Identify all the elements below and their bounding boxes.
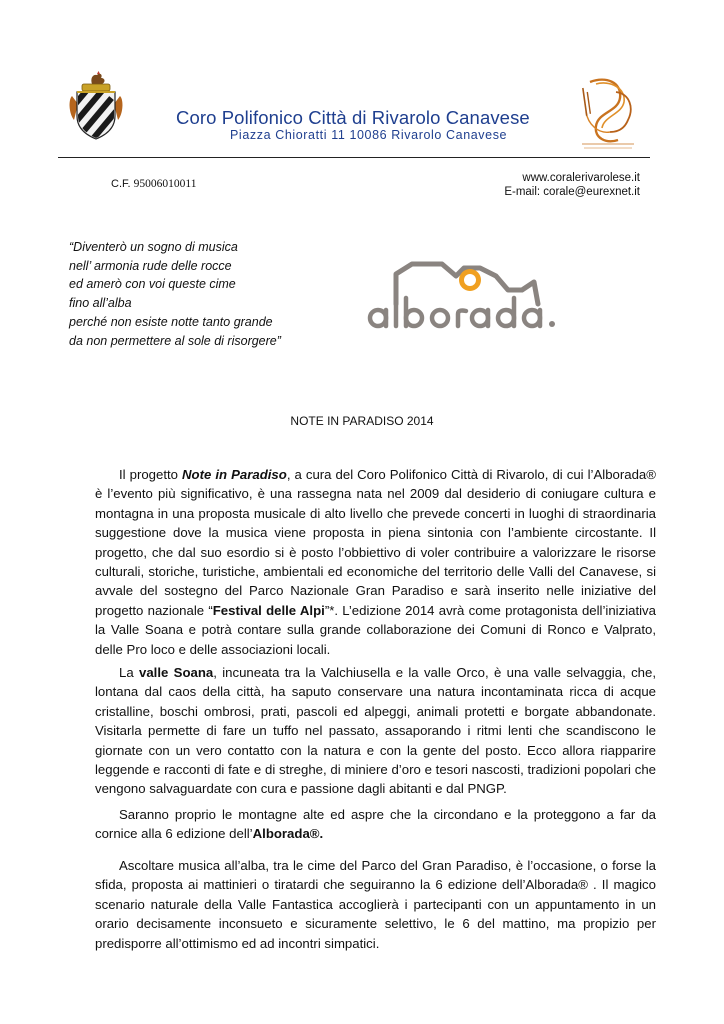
text-run: Ascoltare musica all’alba, tra le cime del Parco del Gran Paradiso, è l’occasione, o forse la sfida, proposta ai mattinieri o tiratardi che seguiranno la 6 edizione dell’Alborada® . Il magico scenario naturale della Valle Fantastica accoglierà i partecipanti con un appuntamento in un orario decisamente inconsueto e sicuramente selettivo, le 6 del mattino, ma propizio per predisporre all’ottimismo ed ad incontri simpatici. — [95, 858, 656, 951]
paragraph-dawn-music — [95, 856, 656, 953]
poem-line: “Diventerò un sogno di musica — [69, 240, 238, 254]
text-run: Saranno proprio le montagne alte ed aspre che la circondano e la proteggono a far da cornice alla 6 edizione dell’ — [95, 807, 656, 842]
paragraph-project — [95, 465, 656, 659]
tax-code-number: 95006010011 — [133, 178, 197, 190]
text-run: Il progetto — [119, 467, 183, 482]
choir-emblem-logo — [576, 72, 640, 152]
tax-code-label: C.F. — [111, 178, 131, 190]
poem-line: ed amerò con voi queste cime — [69, 277, 236, 292]
poem-line: da non permettere al sole di risorgere” — [69, 333, 281, 348]
contact-block — [504, 171, 640, 199]
email-link[interactable]: E-mail: corale@eurexnet.it — [504, 186, 640, 198]
text-run: La — [119, 665, 139, 680]
organization-address: Piazza Chioratti 11 10086 Rivarolo Canavese — [230, 128, 508, 142]
festival-name: Festival delle Alpi — [212, 602, 325, 618]
event-name: Alborada®. — [252, 826, 324, 842]
text-run: , a cura del Coro Polifonico Città di Rivarolo, di cui l’Alborada® è l’evento più significativo, è una rassegna nata nel 2009 dal desiderio di coniugare cultura e montagna in una proposta musicale di alto livello che prevede concerti in luoghi di straordinaria suggestione dove la musica viene proposta in piena sintonia con l’ambiente circostante. Il progetto, che dal suo esordio si è posto l’obbiettivo di voler contribuire a valorizzare le risorse culturali, storiche, turistiche, ambientali ed economiche del territorio delle Valli del Canavese, si avvale del sostegno del Parco Nazionale Gran Paradiso e sarà inserito nelle iniziative del progetto nazionale “ — [95, 467, 656, 618]
website-link[interactable]: www.coralerivarolese.it — [522, 172, 640, 184]
valley-name: valle Soana — [139, 665, 214, 680]
paragraph-valle-soana — [95, 663, 656, 799]
coat-of-arms-logo — [66, 70, 126, 142]
text-run: , incuneata tra la Valchiusella e la valle Orco, è una valle selvaggia, che, lontana dal caos della città, ha saputo conservare una natura incontaminata ricca di acque cristalline, boschi ombrosi, prati, pascoli ed alpeggi, animali protetti e borgate abbandonate. Visitarla permette di fare un tuffo nel passato, assaporando i ritmi lenti che scandiscono le giornate con un vero contatto con la natura e con la gente del posto. Ecco allora riapparire leggende e racconti di fate e di streghe, di miniere d’oro e tesori nascosti, tradizioni popolari che vengono salvaguardate con cura e passione dagli abitanti e dal PNGP. — [95, 665, 657, 797]
poem-line: fino all’alba — [69, 296, 132, 311]
tax-code — [111, 178, 196, 190]
text-run: ”*. L’edizione 2014 avrà come protagonista dell’iniziativa la Valle Soana e potrà contare sulla grande collaborazione dei Comuni di Ronco e Valprato, delle Pro loco e delle associazioni locali. — [95, 602, 656, 657]
document-title: NOTE IN PARADISO 2014 — [290, 414, 434, 428]
paragraph-mountains — [95, 805, 656, 844]
poem-line: nell’ armonia rude delle rocce — [69, 258, 232, 273]
poem-quote — [69, 238, 281, 350]
poem-line: perché non esiste notte tanto grande — [69, 314, 273, 329]
alborada-logo — [360, 256, 600, 336]
project-name: Note in Paradiso — [182, 467, 287, 482]
organization-name: Coro Polifonico Città di Rivarolo Canavese — [176, 107, 530, 128]
header-divider — [58, 157, 650, 158]
